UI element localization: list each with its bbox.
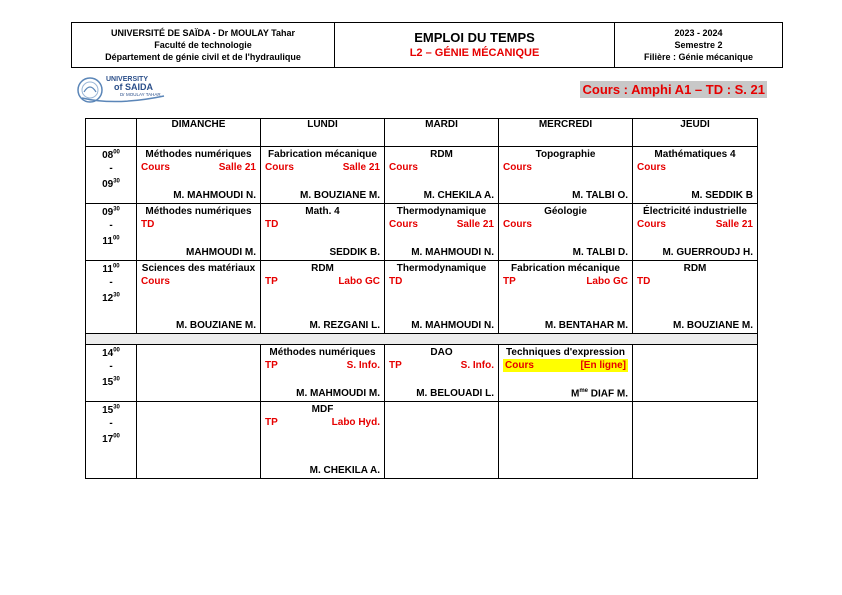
course-cell — [261, 147, 385, 204]
course-subject: RDM — [311, 263, 334, 274]
course-block — [633, 204, 757, 260]
prof-name: MAHMOUDI M. — [186, 247, 256, 258]
prof-prefix-sup: me — [579, 387, 588, 394]
course-type-room — [499, 275, 632, 288]
course-block — [137, 261, 260, 333]
course-professor — [573, 247, 628, 258]
course-subject: Math. 4 — [305, 206, 340, 217]
course-block — [261, 261, 384, 333]
course-type-room — [137, 218, 260, 231]
prof-name: M. MAHMOUDI M. — [296, 388, 380, 399]
start-time — [102, 348, 120, 359]
course-type: Cours — [505, 360, 534, 371]
course-type: Cours — [389, 219, 418, 230]
course-block — [385, 147, 498, 203]
logo-text-3: Dr MOULAY TAHAR — [120, 92, 161, 97]
course-block — [633, 261, 757, 333]
time-cell — [86, 204, 137, 261]
day-header: DIMANCHE — [137, 119, 261, 147]
end-time — [102, 377, 120, 388]
prof-name: M. CHEKILA A. — [309, 465, 380, 476]
session-block — [615, 23, 782, 67]
course-cell — [137, 204, 261, 261]
course-type: TP — [265, 360, 278, 371]
prof-name: M. REZGANI L. — [309, 320, 380, 331]
course-room: S. Info. — [460, 360, 494, 371]
course-cell — [499, 345, 633, 402]
course-type-room — [499, 218, 632, 231]
end-hour: 17 — [102, 433, 114, 445]
end-time — [102, 236, 119, 247]
semester: Semestre 2 — [674, 40, 723, 50]
course-cell — [137, 402, 261, 479]
course-subject: MDF — [311, 404, 334, 415]
course-block — [137, 147, 260, 203]
course-cell — [633, 261, 758, 334]
course-professor — [300, 190, 380, 201]
course-block — [633, 147, 757, 203]
prof-name: M. CHEKILA A. — [423, 190, 494, 201]
course-cell — [137, 345, 261, 402]
course-type-room — [385, 218, 498, 231]
institution-block — [72, 23, 335, 67]
header-box — [71, 22, 783, 68]
course-cell — [385, 147, 499, 204]
day-header: MARDI — [385, 119, 499, 147]
course-room: Labo GC — [338, 276, 380, 287]
prof-name: SEDDIK B. — [329, 247, 380, 258]
time-cell — [86, 345, 137, 402]
time-cell — [86, 402, 137, 479]
course-block — [261, 345, 384, 401]
start-time — [102, 150, 120, 161]
course-block — [385, 204, 498, 260]
course-subject: Thermodynamique — [396, 263, 487, 274]
prof-name: DIAF M. — [588, 388, 628, 399]
course-subject: Méthodes numériques — [145, 149, 252, 160]
filiere: Filière : Génie mécanique — [643, 52, 754, 62]
time-separator: - — [109, 418, 113, 430]
course-type-room — [261, 161, 384, 174]
course-room: [En ligne] — [580, 360, 626, 371]
start-minute: 30 — [113, 207, 120, 213]
logo-text-2: of SAIDA — [114, 82, 153, 92]
course-cell — [261, 261, 385, 334]
course-professor — [571, 388, 628, 399]
course-room: Salle 21 — [342, 162, 380, 173]
corner-cell — [86, 119, 137, 147]
course-room: Labo Hyd. — [331, 417, 380, 428]
end-minute: 30 — [113, 292, 120, 299]
end-time — [102, 434, 120, 445]
course-cell — [633, 147, 758, 204]
time-separator: - — [109, 277, 113, 289]
course-type: TD — [265, 219, 279, 230]
end-minute: 30 — [113, 178, 120, 185]
lunch-break — [86, 334, 758, 345]
end-hour: 15 — [102, 376, 114, 388]
course-type-room — [385, 275, 498, 288]
course-subject: Techniques d'expression — [506, 347, 625, 358]
start-minute: 00 — [113, 348, 120, 354]
logo-text-1: UNIVERSITY — [106, 76, 149, 83]
course-cell — [499, 261, 633, 334]
prof-prefix: M — [570, 388, 580, 399]
course-type-room — [261, 275, 384, 288]
course-cell — [385, 345, 499, 402]
course-room: Salle 21 — [715, 219, 753, 230]
course-professor — [176, 320, 256, 331]
course-type-room — [633, 161, 757, 174]
time-cell — [86, 261, 137, 334]
course-room: Salle 21 — [456, 219, 494, 230]
course-subject: RDM — [430, 149, 453, 160]
start-hour: 14 — [102, 348, 114, 360]
venue-label: Cours : Amphi A1 – TD : S. 21 — [582, 82, 765, 97]
course-type: Cours — [389, 162, 418, 173]
prof-name: M. MAHMOUDI N. — [411, 320, 494, 331]
course-subject: Méthodes numériques — [145, 206, 252, 217]
course-type-room — [503, 359, 628, 372]
course-type: TP — [265, 417, 278, 428]
course-cell — [499, 204, 633, 261]
time-slot-row — [86, 204, 758, 261]
course-subject: Thermodynamique — [396, 206, 487, 217]
course-professor — [411, 247, 494, 258]
start-minute: 00 — [112, 264, 120, 270]
course-cell — [385, 204, 499, 261]
course-type: TD — [389, 276, 403, 287]
course-type-room — [499, 161, 632, 174]
course-type-room — [633, 275, 757, 288]
course-block — [137, 204, 260, 260]
course-professor — [572, 190, 628, 201]
time-separator: - — [109, 163, 113, 175]
academic-year: 2023 - 2024 — [674, 28, 723, 38]
course-block — [499, 261, 632, 333]
course-subject: Sciences des matériaux — [141, 263, 256, 274]
course-type: Cours — [637, 162, 666, 173]
start-time — [102, 405, 120, 416]
course-block — [261, 402, 384, 478]
course-block — [499, 147, 632, 203]
course-cell — [633, 402, 758, 479]
course-professor — [411, 320, 494, 331]
prof-name: M. MAHMOUDI N. — [411, 247, 494, 258]
course-block — [385, 261, 498, 333]
course-type-room — [137, 161, 260, 174]
course-professor — [310, 465, 380, 476]
course-subject: DAO — [430, 347, 453, 358]
course-cell — [385, 402, 499, 479]
lunch-break-row — [86, 334, 758, 345]
course-professor — [673, 320, 753, 331]
start-time — [102, 207, 120, 218]
prof-name: M. MAHMOUDI N. — [173, 190, 256, 201]
course-subject: Fabrication mécanique — [268, 149, 377, 160]
start-hour: 15 — [102, 405, 114, 417]
course-cell — [261, 402, 385, 479]
start-hour: 11 — [102, 264, 113, 276]
prof-name: M. TALBI O. — [572, 190, 628, 201]
program-name: L2 – GÉNIE MÉCANIQUE — [409, 47, 540, 59]
prof-name: M. BOUZIANE M. — [300, 190, 380, 201]
start-time — [102, 264, 119, 275]
course-room: S. Info. — [346, 360, 380, 371]
day-header: JEUDI — [633, 119, 758, 147]
time-slot-row — [86, 261, 758, 334]
start-hour: 08 — [102, 150, 114, 162]
day-header: LUNDI — [261, 119, 385, 147]
course-cell — [261, 204, 385, 261]
course-professor — [662, 247, 753, 258]
course-professor — [545, 320, 628, 331]
end-time — [102, 179, 120, 190]
course-room: Salle 21 — [218, 162, 256, 173]
course-cell — [261, 345, 385, 402]
course-cell — [633, 204, 758, 261]
course-cell — [385, 261, 499, 334]
day-header: MERCREDI — [499, 119, 633, 147]
course-block — [385, 345, 498, 401]
course-professor — [186, 247, 256, 258]
department-name: Département de génie civil et de l'hydraulique — [105, 52, 301, 62]
course-subject: Méthodes numériques — [269, 347, 376, 358]
prof-name: M. BOUZIANE M. — [176, 320, 256, 331]
time-separator: - — [109, 361, 113, 373]
end-hour: 09 — [102, 178, 114, 190]
title-block — [335, 23, 615, 67]
university-logo — [76, 72, 166, 108]
course-subject: Géologie — [544, 206, 587, 217]
prof-name: M. GUERROUDJ H. — [662, 247, 753, 258]
page-title: EMPLOI DU TEMPS — [414, 30, 535, 45]
course-type: TP — [389, 360, 402, 371]
start-hour: 09 — [102, 207, 114, 219]
course-type: Cours — [141, 162, 170, 173]
faculty-name: Faculté de technologie — [154, 40, 252, 50]
course-type-room — [261, 218, 384, 231]
course-subject: Électricité industrielle — [643, 206, 747, 217]
course-type-room — [137, 275, 260, 288]
end-time — [102, 293, 120, 304]
course-professor — [329, 247, 380, 258]
course-cell — [499, 402, 633, 479]
time-slot-row — [86, 345, 758, 402]
course-type-room — [261, 359, 384, 372]
prof-name: M. BOUZIANE M. — [673, 320, 753, 331]
course-professor — [173, 190, 256, 201]
course-type: Cours — [637, 219, 666, 230]
prof-name: M. BENTAHAR M. — [544, 320, 628, 331]
time-cell — [86, 147, 137, 204]
course-cell — [137, 147, 261, 204]
course-type: TP — [503, 276, 516, 287]
university-name: UNIVERSITÉ DE SAÏDA - Dr MOULAY Tahar — [110, 28, 296, 38]
course-type-room — [385, 359, 498, 372]
time-slot-row — [86, 147, 758, 204]
course-subject: Mathématiques 4 — [654, 149, 736, 160]
course-subject: Topographie — [535, 149, 596, 160]
course-type: Cours — [503, 219, 532, 230]
course-block — [499, 345, 632, 401]
time-slot-row — [86, 402, 758, 479]
course-professor — [296, 388, 380, 399]
day-header-row — [86, 119, 758, 147]
course-type-room — [633, 218, 757, 231]
course-type-room — [385, 161, 498, 174]
course-subject: RDM — [683, 263, 707, 274]
course-type: Cours — [141, 276, 170, 287]
prof-name: M. TALBI D. — [572, 247, 628, 258]
course-type: Cours — [503, 162, 532, 173]
start-minute: 30 — [113, 405, 120, 411]
course-type: Cours — [265, 162, 294, 173]
prof-name: M. SEDDIK B — [691, 190, 753, 201]
course-type: TP — [265, 276, 278, 287]
time-separator: - — [109, 220, 113, 232]
course-professor — [416, 388, 494, 399]
course-block — [261, 147, 384, 203]
end-hour: 12 — [102, 292, 114, 304]
prof-name: M. BELOUADI L. — [416, 388, 494, 399]
course-cell — [137, 261, 261, 334]
course-cell — [499, 147, 633, 204]
course-room: Labo GC — [586, 276, 628, 287]
course-type: TD — [637, 276, 651, 287]
end-minute: 00 — [113, 433, 120, 440]
end-hour: 11 — [102, 235, 113, 247]
course-block — [499, 204, 632, 260]
end-minute: 00 — [112, 235, 120, 242]
timetable — [85, 118, 758, 479]
course-type: TD — [141, 219, 155, 230]
course-professor — [424, 190, 494, 201]
course-professor — [691, 190, 753, 201]
course-cell — [633, 345, 758, 402]
course-block — [261, 204, 384, 260]
course-subject: Fabrication mécanique — [511, 263, 620, 274]
start-minute: 00 — [113, 150, 120, 156]
course-professor — [309, 320, 380, 331]
course-type-room — [261, 416, 384, 429]
end-minute: 30 — [113, 376, 120, 383]
